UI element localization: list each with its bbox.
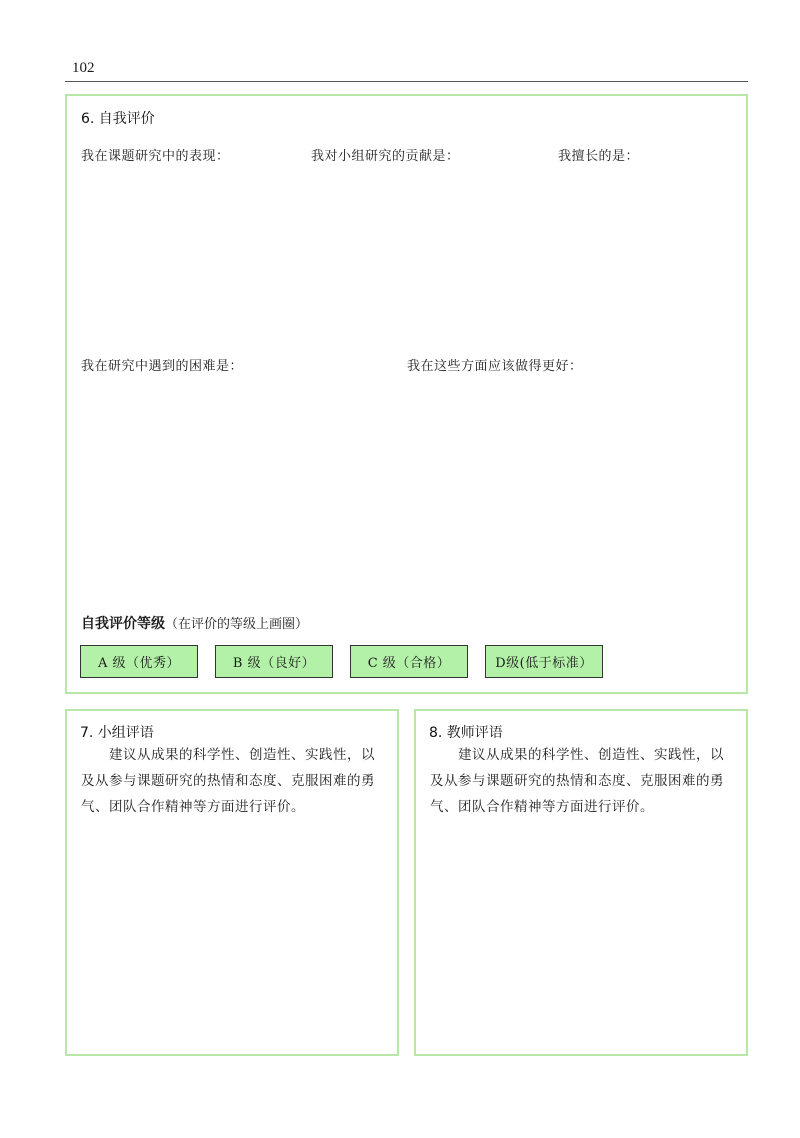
group-evaluation-text: 建议从成果的科学性、创造性、实践性，以及从参与课题研究的热情和态度、克服困难的勇气、团队合作精神等方面进行评价。 <box>81 747 375 815</box>
improvements-prompt: 我在这些方面应该做得更好： <box>407 359 583 374</box>
grade-option-b[interactable]: B 级（良好） <box>215 645 333 678</box>
difficulties-prompt: 我在研究中遇到的困难是： <box>81 359 244 374</box>
teacher-evaluation-panel <box>414 709 748 1056</box>
grade-option-d[interactable]: D级(低于标准） <box>485 645 603 678</box>
grade-label-note: （在评价的等级上画圈） <box>165 617 309 632</box>
performance-prompt: 我在课题研究中的表现： <box>81 149 230 164</box>
group-evaluation-title: 7. 小组评语 <box>80 725 154 741</box>
self-evaluation-panel <box>65 94 748 694</box>
strengths-prompt: 我擅长的是： <box>558 149 640 164</box>
teacher-evaluation-text: 建议从成果的科学性、创造性、实践性，以及从参与课题研究的热情和态度、克服困难的勇气、团队合作精神等方面进行评价。 <box>430 747 724 815</box>
self-evaluation-title: 6. 自我评价 <box>81 111 155 127</box>
page-number: 102 <box>72 60 95 76</box>
grade-label <box>81 613 308 633</box>
contribution-prompt: 我对小组研究的贡献是： <box>311 149 460 164</box>
teacher-evaluation-title: 8. 教师评语 <box>429 725 503 741</box>
grade-option-a[interactable]: A 级（优秀） <box>80 645 198 678</box>
grade-option-c[interactable]: C 级（合格） <box>350 645 468 678</box>
header-rule <box>65 81 748 82</box>
group-evaluation-panel <box>65 709 399 1056</box>
grade-label-title: 自我评价等级 <box>81 616 165 632</box>
